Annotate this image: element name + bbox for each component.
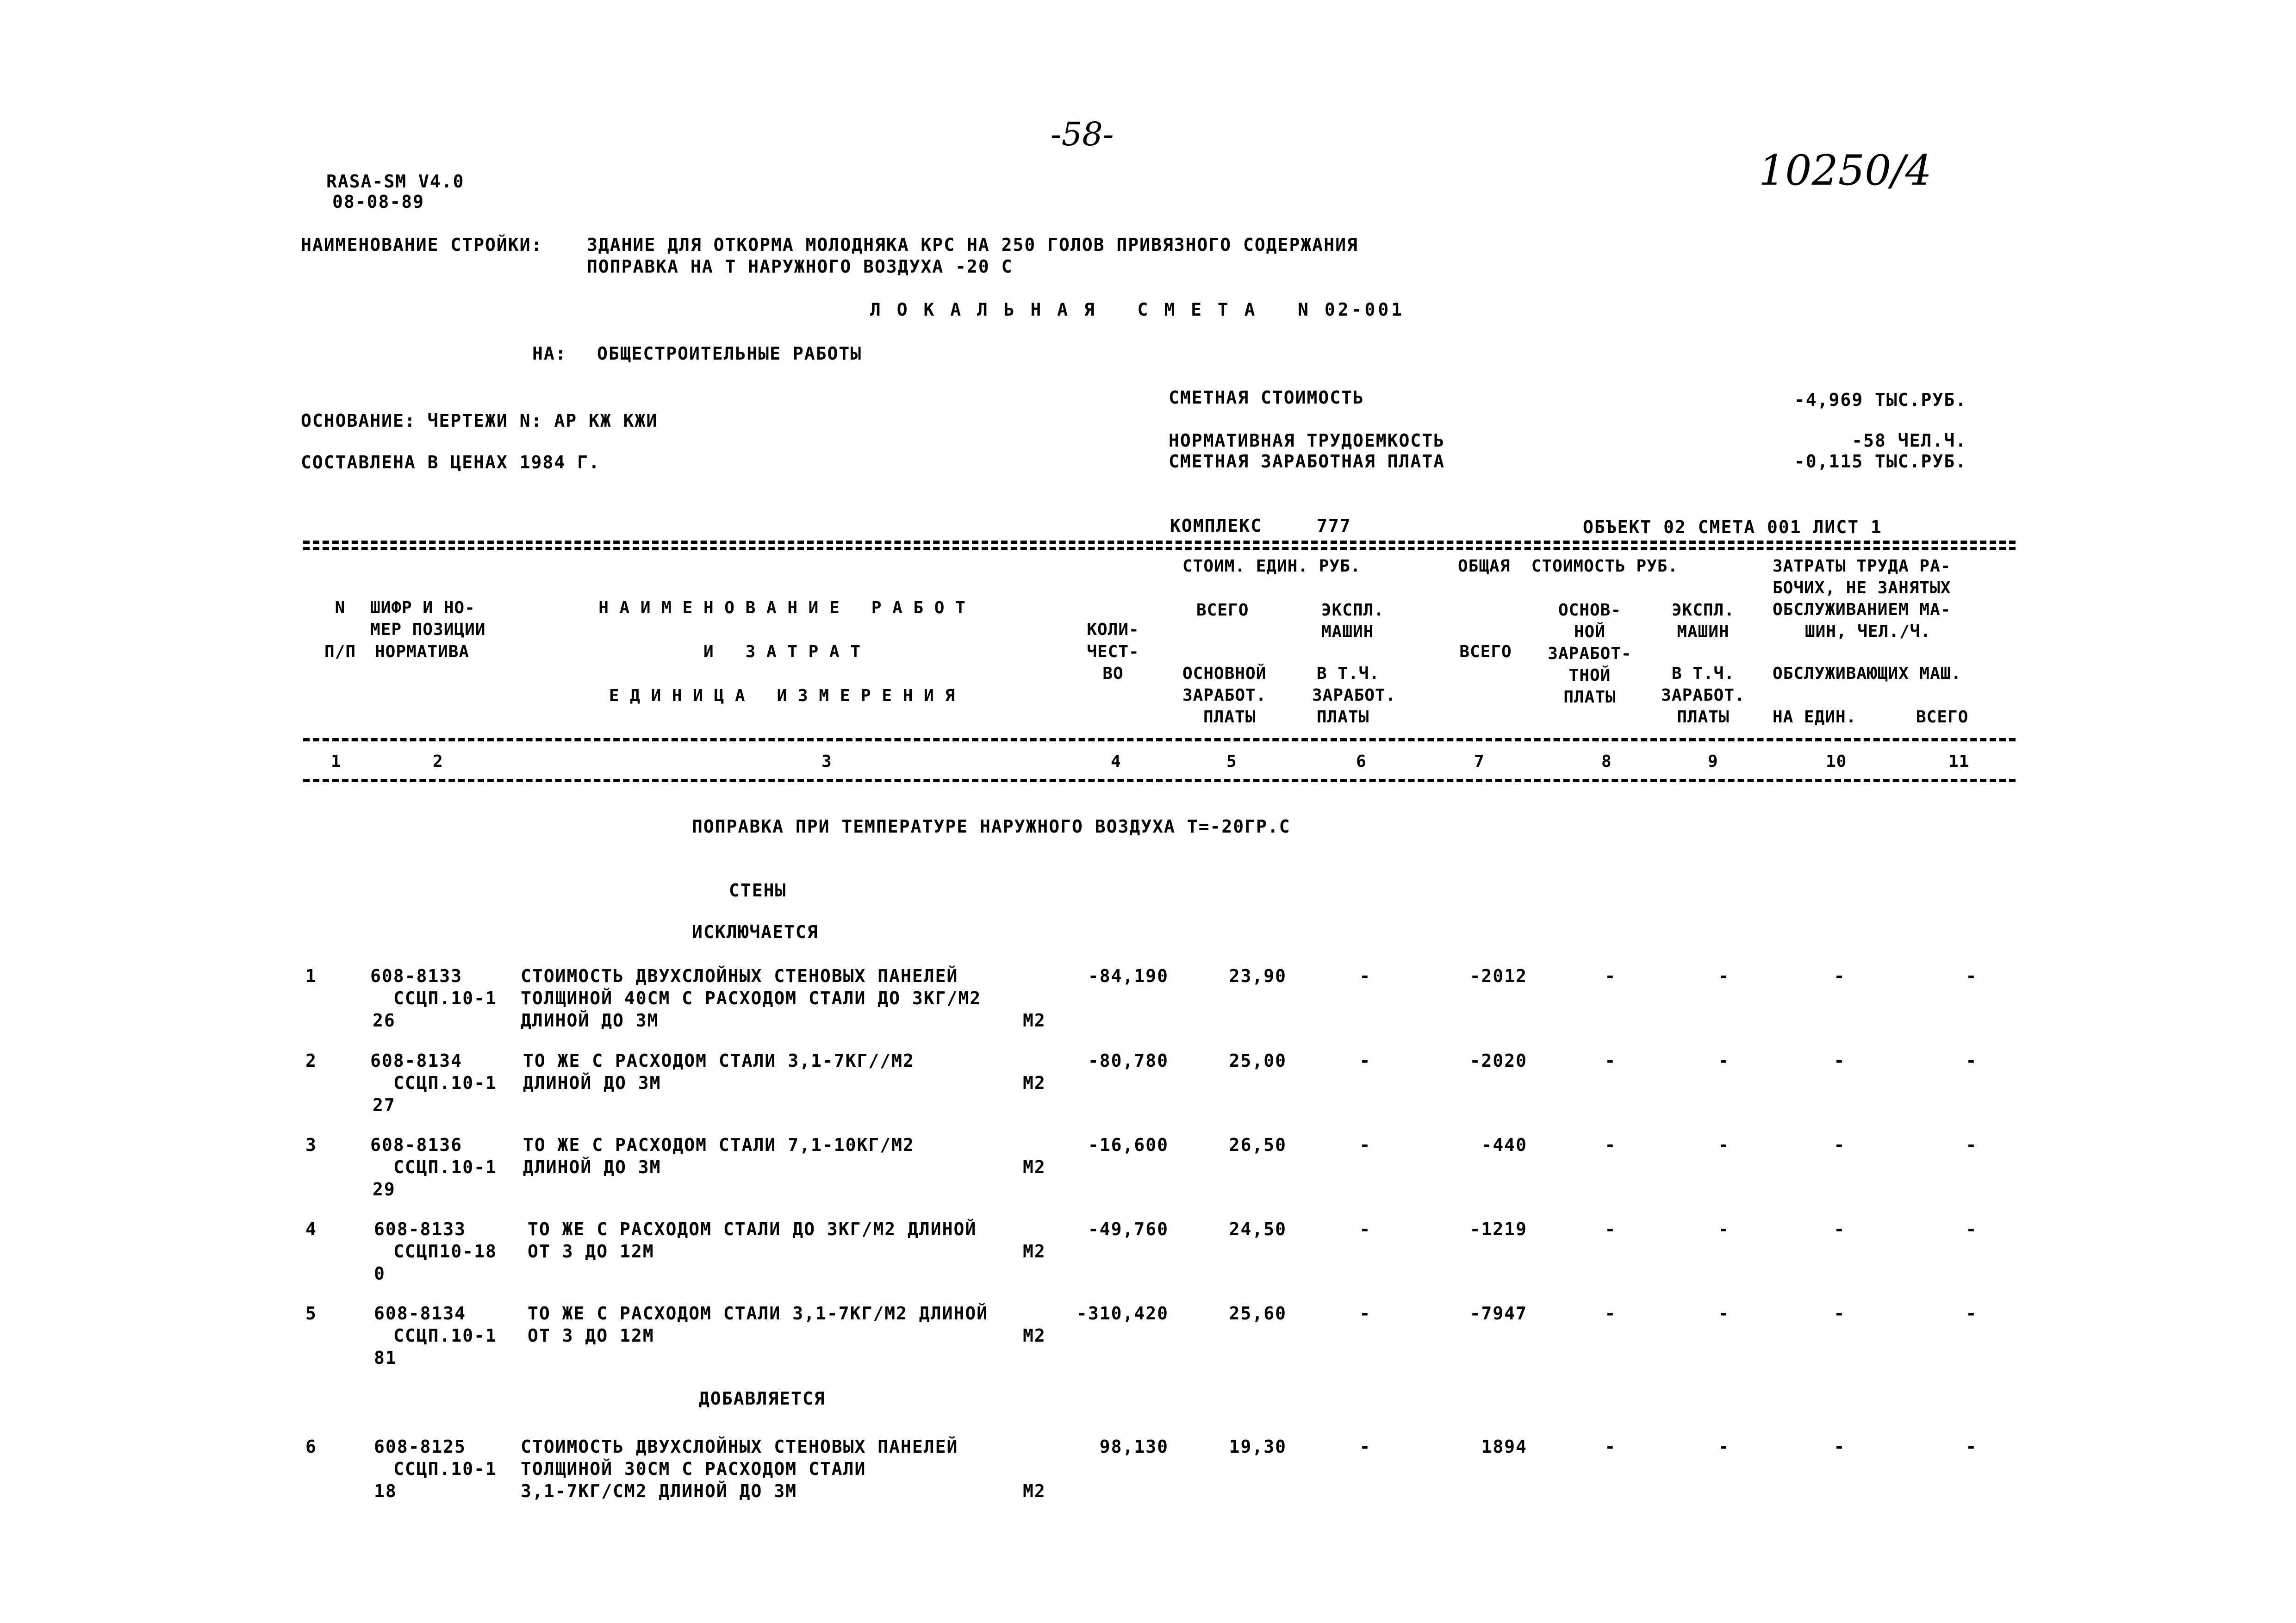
col9-line1: ЭКСПЛ. (1671, 601, 1735, 620)
row-labor-unit: - (1834, 1051, 1846, 1071)
row-machine-cost: - (1359, 1436, 1371, 1457)
col5-line1: ВСЕГО (1196, 601, 1249, 620)
row-labor-unit: - (1834, 1219, 1846, 1239)
row-machine-total: - (1718, 1436, 1730, 1457)
summary-cost-label: СМЕТНАЯ СТОИМОСТЬ (1169, 387, 1364, 408)
row-number: 1 (305, 966, 317, 986)
row-labor-unit: - (1834, 1436, 1846, 1457)
row-work-name: ДЛИНОЙ ДО 3М (523, 1073, 661, 1093)
row-machine-total: - (1718, 966, 1730, 986)
row-work-name: ТОЛЩИНОЙ 40СМ С РАСХОДОМ СТАЛИ ДО 3КГ/М2 (521, 988, 982, 1008)
row-total: -440 (1481, 1135, 1527, 1155)
row-machine-total: - (1718, 1303, 1730, 1324)
row-number: 2 (305, 1051, 317, 1071)
row-work-name: ДЛИНОЙ ДО 3М (523, 1157, 661, 1177)
colnum-10: 10 (1826, 752, 1847, 771)
col4-line3: ВО (1102, 664, 1124, 683)
complex-value: 777 (1317, 516, 1351, 536)
col8-line4: ТНОЙ (1568, 666, 1611, 685)
row-quantity: -310,420 (1076, 1303, 1169, 1324)
row-work-name: ТО ЖЕ С РАСХОДОМ СТАЛИ 3,1-7КГ//М2 (523, 1051, 915, 1071)
row-number: 4 (305, 1219, 317, 1239)
col6-line3: В Т.Ч. (1317, 664, 1380, 683)
program-date: 08-08-89 (332, 192, 425, 212)
row-code: 608-8133 (374, 1219, 467, 1239)
group-title: СТЕНЫ (729, 880, 787, 901)
labor-line2: БОЧИХ, НЕ ЗАНЯТЫХ (1773, 578, 1951, 597)
unit-cost-heading: СТОИМ. ЕДИН. РУБ. (1182, 557, 1361, 576)
header-rule-top-2 (303, 547, 2016, 550)
colnum-9: 9 (1708, 752, 1718, 771)
row-wage: - (1605, 966, 1617, 986)
prices-basis: СОСТАВЛЕНА В ЦЕНАХ 1984 Г. (301, 452, 600, 473)
colnum-2: 2 (433, 752, 443, 771)
row-quantity: -49,760 (1088, 1219, 1169, 1239)
row-work-name: ТО ЖЕ С РАСХОДОМ СТАЛИ 3,1-7КГ/М2 ДЛИНОЙ (528, 1303, 989, 1324)
row-unit: М2 (1023, 1241, 1046, 1262)
row-code: 608-8133 (370, 966, 463, 986)
row-total: -7947 (1469, 1303, 1527, 1324)
summary-wage-value: -0,115 ТЫС.РУБ. (1794, 451, 1967, 472)
row-unit-price: 25,00 (1229, 1051, 1287, 1071)
row-unit-price: 26,50 (1229, 1135, 1287, 1155)
row-code: 81 (374, 1348, 397, 1368)
summary-labor-label: НОРМАТИВНАЯ ТРУДОЕМКОСТЬ (1169, 430, 1445, 451)
labor-line3: ОБСЛУЖИВАНИЕМ МА- (1773, 600, 1951, 619)
labor-line4: ШИН, ЧЕЛ./Ч. (1805, 622, 1931, 641)
col1-line2: П/П (324, 642, 356, 661)
title-label: НАИМЕНОВАНИЕ СТРОЙКИ: (301, 235, 543, 255)
row-code: ССЦП.10-1 (393, 1325, 497, 1346)
row-unit: М2 (1023, 1073, 1046, 1093)
row-labor-total: - (1966, 966, 1978, 986)
colnum-7: 7 (1474, 752, 1485, 771)
colnum-5: 5 (1226, 752, 1237, 771)
col9-line4: ЗАРАБОТ. (1661, 686, 1745, 705)
row-quantity: 98,130 (1099, 1436, 1169, 1457)
archive-number: 10250/4 (1759, 146, 1932, 195)
row-labor-unit: - (1834, 1135, 1846, 1155)
row-labor-total: - (1966, 1303, 1978, 1324)
title-line-1: ЗДАНИЕ ДЛЯ ОТКОРМА МОЛОДНЯКА КРС НА 250 ГОЛОВ ПРИВЯЗНОГО СОДЕРЖАНИЯ (587, 235, 1358, 255)
header-rule-top (303, 541, 2016, 544)
col9-line5: ПЛАТЫ (1677, 708, 1730, 727)
col5-line3: ЗАРАБОТ. (1182, 686, 1267, 705)
row-wage: - (1605, 1303, 1617, 1324)
title-line-2: ПОПРАВКА НА Т НАРУЖНОГО ВОЗДУХА -20 С (587, 256, 1013, 277)
row-total: -2020 (1469, 1051, 1527, 1071)
row-code: 27 (373, 1095, 396, 1115)
row-code: 608-8134 (370, 1051, 463, 1071)
summary-labor-value: -58 ЧЕЛ.Ч. (1852, 430, 1967, 451)
col6-line4: ЗАРАБОТ. (1312, 686, 1396, 705)
total-cost-heading: ОБЩАЯ СТОИМОСТЬ РУБ. (1458, 557, 1679, 576)
row-machine-cost: - (1359, 1135, 1371, 1155)
col6-line5: ПЛАТЫ (1317, 708, 1369, 727)
basis: ОСНОВАНИЕ: ЧЕРТЕЖИ N: АР КЖ КЖИ (301, 410, 658, 431)
row-code: ССЦП.10-1 (393, 1073, 497, 1093)
row-code: 608-8134 (374, 1303, 467, 1324)
col3-line1: Н А И М Е Н О В А Н И Е Р А Б О Т (598, 598, 966, 617)
row-unit: М2 (1023, 1481, 1046, 1501)
row-code: ССЦП10-18 (393, 1241, 497, 1262)
row-work-name: ОТ 3 ДО 12М (528, 1325, 654, 1346)
col2-line3: НОРМАТИВА (375, 642, 470, 661)
row-work-name: ТО ЖЕ С РАСХОДОМ СТАЛИ 7,1-10КГ/М2 (523, 1135, 915, 1155)
row-wage: - (1605, 1219, 1617, 1239)
row-code: 0 (374, 1263, 386, 1284)
row-machine-cost: - (1359, 1051, 1371, 1071)
row-labor-total: - (1966, 1051, 1978, 1071)
row-unit: М2 (1023, 1010, 1046, 1031)
col3-line2: И З А Т Р А Т (703, 642, 861, 661)
for-value: ОБЩЕСТРОИТЕЛЬНЫЕ РАБОТЫ (597, 343, 862, 364)
row-unit-price: 24,50 (1229, 1219, 1287, 1239)
row-total: 1894 (1481, 1436, 1527, 1457)
colnum-1: 1 (331, 752, 342, 771)
row-code: 608-8136 (370, 1135, 463, 1155)
colnum-8: 8 (1601, 752, 1612, 771)
row-machine-total: - (1718, 1219, 1730, 1239)
col6-line2: МАШИН (1321, 622, 1374, 641)
row-quantity: -84,190 (1088, 966, 1169, 986)
row-machine-cost: - (1359, 1303, 1371, 1324)
col5-line4: ПЛАТЫ (1203, 708, 1256, 727)
row-labor-unit: - (1834, 1303, 1846, 1324)
row-labor-total: - (1966, 1436, 1978, 1457)
col4-line2: ЧЕСТ- (1087, 642, 1139, 661)
row-labor-unit: - (1834, 966, 1846, 986)
row-work-name: ДЛИНОЙ ДО 3М (521, 1010, 659, 1031)
row-total: -2012 (1469, 966, 1527, 986)
row-work-name: 3,1-7КГ/СМ2 ДЛИНОЙ ДО 3М (521, 1481, 797, 1501)
section-title: ПОПРАВКА ПРИ ТЕМПЕРАТУРЕ НАРУЖНОГО ВОЗДУХА Т=-20ГР.С (692, 816, 1291, 837)
row-labor-total: - (1966, 1219, 1978, 1239)
labor-line1: ЗАТРАТЫ ТРУДА РА- (1773, 557, 1951, 576)
row-wage: - (1605, 1135, 1617, 1155)
program-name: RASA-SM V4.0 (326, 171, 465, 192)
row-code: ССЦП.10-1 (393, 1459, 497, 1479)
col8-line1: ОСНОВ- (1558, 601, 1622, 620)
col4-line1: КОЛИ- (1087, 620, 1139, 639)
labor-line5: ОБСЛУЖИВАЮЩИХ МАШ. (1773, 664, 1962, 683)
header-rule-mid (303, 738, 2016, 741)
col10-heading: НА ЕДИН. (1773, 708, 1857, 727)
summary-cost-value: -4,969 ТЫС.РУБ. (1794, 390, 1967, 410)
col9-line3: В Т.Ч. (1671, 664, 1735, 683)
row-work-name: СТОИМОСТЬ ДВУХСЛОЙНЫХ СТЕНОВЫХ ПАНЕЛЕЙ (521, 1436, 958, 1457)
col8-line5: ПЛАТЫ (1563, 688, 1616, 707)
summary-wage-label: СМЕТНАЯ ЗАРАБОТНАЯ ПЛАТА (1169, 451, 1445, 472)
colnum-6: 6 (1356, 752, 1367, 771)
col5-line2: ОСНОВНОЙ (1182, 664, 1267, 683)
row-work-name: ОТ 3 ДО 12М (528, 1241, 654, 1262)
row-number: 3 (305, 1135, 317, 1155)
row-machine-total: - (1718, 1135, 1730, 1155)
row-code: 26 (373, 1010, 396, 1031)
col2-line1: ШИФР И НО- (370, 598, 475, 617)
complex-label: КОМПЛЕКС (1170, 516, 1263, 536)
page-number: -58- (1051, 115, 1114, 153)
row-unit: М2 (1023, 1325, 1046, 1346)
row-unit-price: 25,60 (1229, 1303, 1287, 1324)
colnum-4: 4 (1111, 752, 1121, 771)
row-unit-price: 19,30 (1229, 1436, 1287, 1457)
row-machine-total: - (1718, 1051, 1730, 1071)
row-quantity: -80,780 (1088, 1051, 1169, 1071)
row-quantity: -16,600 (1088, 1135, 1169, 1155)
header-rule-bottom (303, 779, 2016, 782)
row-code: 608-8125 (374, 1436, 467, 1457)
col9-line2: МАШИН (1677, 622, 1730, 641)
colnum-3: 3 (821, 752, 832, 771)
row-number: 6 (305, 1436, 317, 1457)
row-code: 29 (373, 1179, 396, 1200)
row-wage: - (1605, 1051, 1617, 1071)
row-unit-price: 23,90 (1229, 966, 1287, 986)
colnum-11: 11 (1948, 752, 1970, 771)
col8-line2: НОЙ (1574, 622, 1606, 641)
col3-line3: Е Д И Н И Ц А И З М Е Р Е Н И Я (609, 686, 956, 705)
row-work-name: ТО ЖЕ С РАСХОДОМ СТАЛИ ДО 3КГ/М2 ДЛИНОЙ (528, 1219, 977, 1239)
row-unit: М2 (1023, 1157, 1046, 1177)
subgroup-added: ДОБАВЛЯЕТСЯ (699, 1388, 826, 1409)
row-wage: - (1605, 1436, 1617, 1457)
row-code: ССЦП.10-1 (393, 1157, 497, 1177)
col6-line1: ЭКСПЛ. (1321, 601, 1385, 620)
row-work-name: ТОЛЩИНОЙ 30СМ С РАСХОДОМ СТАЛИ (521, 1459, 866, 1479)
row-machine-cost: - (1359, 1219, 1371, 1239)
row-machine-cost: - (1359, 966, 1371, 986)
row-code: 18 (374, 1481, 397, 1501)
col1-line1: N (335, 598, 346, 617)
subgroup-excluded: ИСКЛЮЧАЕТСЯ (692, 922, 819, 942)
row-work-name: СТОИМОСТЬ ДВУХСЛОЙНЫХ СТЕНОВЫХ ПАНЕЛЕЙ (521, 966, 958, 986)
doc-heading: Л О К А Л Ь Н А Я С М Е Т А N 02-001 (870, 299, 1405, 320)
col2-line2: МЕР ПОЗИЦИИ (370, 620, 486, 639)
col11-heading: ВСЕГО (1916, 708, 1969, 727)
row-labor-total: - (1966, 1135, 1978, 1155)
col7-line1: ВСЕГО (1459, 642, 1512, 661)
object-sheet-line: ОБЪЕКТ 02 СМЕТА 001 ЛИСТ 1 (1583, 517, 1882, 537)
row-code: ССЦП.10-1 (393, 988, 497, 1008)
for-label: НА: (532, 343, 567, 364)
row-total: -1219 (1469, 1219, 1527, 1239)
row-number: 5 (305, 1303, 317, 1324)
col8-line3: ЗАРАБОТ- (1548, 644, 1632, 663)
